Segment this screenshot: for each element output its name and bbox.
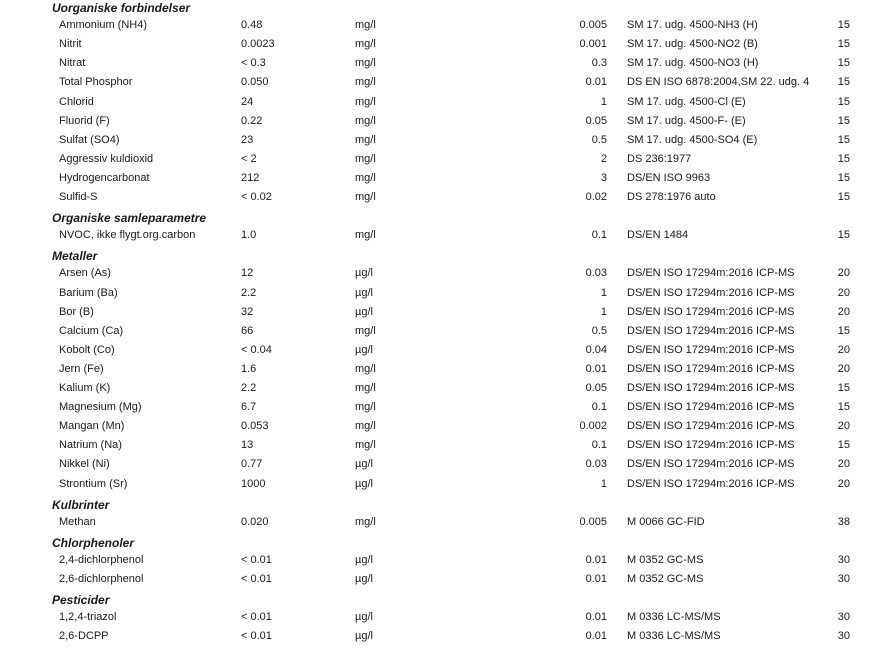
detection-limit: 0.01	[585, 611, 607, 623]
detection-limit: 2	[600, 153, 607, 165]
result-value: 1.6	[241, 363, 257, 375]
lab-code: 20	[837, 344, 850, 356]
parameter-name: 1,2,4-triazol	[59, 611, 117, 623]
table-row	[0, 18, 894, 32]
result-value: < 0.01	[241, 573, 272, 585]
detection-limit: 0.1	[591, 401, 607, 413]
result-value: < 0.01	[241, 554, 272, 566]
lab-code: 15	[837, 325, 850, 337]
table-row	[0, 419, 894, 433]
method-name: DS/EN ISO 17294m:2016 ICP-MS	[627, 478, 795, 490]
result-value: 23	[241, 134, 254, 146]
unit-label: µg/l	[355, 306, 373, 318]
method-name: DS/EN ISO 17294m:2016 ICP-MS	[627, 401, 795, 413]
result-value: 0.48	[241, 19, 263, 31]
table-row	[0, 75, 894, 89]
table-row	[0, 381, 894, 395]
detection-limit: 0.1	[591, 229, 607, 241]
parameter-name: Jern (Fe)	[59, 363, 104, 375]
lab-code: 15	[837, 382, 850, 394]
method-name: DS/EN ISO 17294m:2016 ICP-MS	[627, 363, 795, 375]
table-row	[0, 610, 894, 624]
lab-code: 20	[837, 420, 850, 432]
detection-limit: 0.01	[585, 363, 607, 375]
table-row	[0, 438, 894, 452]
parameter-name: Sulfid-S	[59, 191, 98, 203]
parameter-name: Sulfat (SO4)	[59, 134, 120, 146]
section-title: Kulbrinter	[52, 498, 110, 512]
unit-label: mg/l	[355, 401, 376, 413]
result-value: 2.2	[241, 382, 257, 394]
unit-label: mg/l	[355, 516, 376, 528]
parameter-name: Mangan (Mn)	[59, 420, 125, 432]
detection-limit: 1	[600, 306, 607, 318]
method-name: DS/EN ISO 17294m:2016 ICP-MS	[627, 325, 795, 337]
method-name: SM 17. udg. 4500-NH3 (H)	[627, 19, 758, 31]
unit-label: µg/l	[355, 554, 373, 566]
result-value: < 2	[241, 153, 257, 165]
parameter-name: Fluorid (F)	[59, 115, 110, 127]
result-value: 0.053	[241, 420, 269, 432]
result-value: < 0.01	[241, 630, 272, 642]
unit-label: mg/l	[355, 420, 376, 432]
unit-label: mg/l	[355, 439, 376, 451]
table-row	[0, 133, 894, 147]
method-name: M 0066 GC-FID	[627, 516, 705, 528]
method-name: M 0336 LC-MS/MS	[627, 611, 721, 623]
parameter-name: NVOC, ikke flygt.org.carbon	[59, 229, 196, 241]
table-row	[0, 266, 894, 280]
unit-label: µg/l	[355, 287, 373, 299]
method-name: DS/EN ISO 17294m:2016 ICP-MS	[627, 420, 795, 432]
unit-label: mg/l	[355, 115, 376, 127]
detection-limit: 0.5	[591, 134, 607, 146]
method-name: DS 278:1976 auto	[627, 191, 716, 203]
method-name: M 0352 GC-MS	[627, 573, 704, 585]
lab-code: 38	[837, 516, 850, 528]
unit-label: µg/l	[355, 458, 373, 470]
table-row	[0, 477, 894, 491]
lab-code: 20	[837, 458, 850, 470]
detection-limit: 0.01	[585, 630, 607, 642]
detection-limit: 0.005	[579, 19, 607, 31]
parameter-name: 2,6-DCPP	[59, 630, 109, 642]
result-value: < 0.3	[241, 57, 266, 69]
lab-code: 15	[837, 38, 850, 50]
method-name: SM 17. udg. 4500-SO4 (E)	[627, 134, 758, 146]
table-row	[0, 553, 894, 567]
table-row	[0, 362, 894, 376]
detection-limit: 0.02	[585, 191, 607, 203]
unit-label: mg/l	[355, 19, 376, 31]
parameter-name: Kalium (K)	[59, 382, 111, 394]
table-row	[0, 190, 894, 204]
method-name: DS/EN ISO 17294m:2016 ICP-MS	[627, 382, 795, 394]
detection-limit: 0.05	[585, 382, 607, 394]
result-value: 32	[241, 306, 254, 318]
parameter-name: Barium (Ba)	[59, 287, 118, 299]
method-name: DS EN ISO 6878:2004,SM 22. udg. 4	[627, 76, 810, 88]
detection-limit: 0.03	[585, 267, 607, 279]
method-name: DS/EN 1484	[627, 229, 689, 241]
unit-label: µg/l	[355, 573, 373, 585]
detection-limit: 0.01	[585, 573, 607, 585]
parameter-name: Strontium (Sr)	[59, 478, 128, 490]
method-name: DS/EN ISO 17294m:2016 ICP-MS	[627, 287, 795, 299]
parameter-name: Aggressiv kuldioxid	[59, 153, 154, 165]
unit-label: mg/l	[355, 96, 376, 108]
table-row	[0, 95, 894, 109]
lab-code: 15	[837, 191, 850, 203]
section-title: Pesticider	[52, 593, 110, 607]
parameter-name: Natrium (Na)	[59, 439, 122, 451]
lab-code: 20	[837, 363, 850, 375]
detection-limit: 0.1	[591, 439, 607, 451]
method-name: DS/EN ISO 17294m:2016 ICP-MS	[627, 458, 795, 470]
result-value: 0.020	[241, 516, 269, 528]
lab-code: 15	[837, 134, 850, 146]
unit-label: mg/l	[355, 38, 376, 50]
unit-label: mg/l	[355, 325, 376, 337]
method-name: DS/EN ISO 17294m:2016 ICP-MS	[627, 306, 795, 318]
method-name: SM 17. udg. 4500-Cl (E)	[627, 96, 746, 108]
parameter-name: Ammonium (NH4)	[59, 19, 148, 31]
unit-label: mg/l	[355, 76, 376, 88]
lab-code: 15	[837, 153, 850, 165]
lab-code: 20	[837, 287, 850, 299]
detection-limit: 0.01	[585, 554, 607, 566]
detection-limit: 3	[600, 172, 607, 184]
method-name: DS/EN ISO 9963	[627, 172, 711, 184]
result-value: < 0.04	[241, 344, 272, 356]
lab-code: 30	[837, 611, 850, 623]
unit-label: µg/l	[355, 630, 373, 642]
table-row	[0, 56, 894, 70]
result-value: 0.0023	[241, 38, 275, 50]
lab-code: 30	[837, 554, 850, 566]
parameter-name: 2,4-dichlorphenol	[59, 554, 144, 566]
unit-label: mg/l	[355, 191, 376, 203]
detection-limit: 1	[600, 478, 607, 490]
result-value: 212	[241, 172, 260, 184]
unit-label: µg/l	[355, 267, 373, 279]
parameter-name: Nitrit	[59, 38, 82, 50]
unit-label: mg/l	[355, 382, 376, 394]
parameter-name: Arsen (As)	[59, 267, 111, 279]
method-name: DS/EN ISO 17294m:2016 ICP-MS	[627, 267, 795, 279]
method-name: DS/EN ISO 17294m:2016 ICP-MS	[627, 344, 795, 356]
table-row	[0, 457, 894, 471]
parameter-name: Nikkel (Ni)	[59, 458, 110, 470]
unit-label: mg/l	[355, 57, 376, 69]
table-row	[0, 343, 894, 357]
lab-code: 15	[837, 76, 850, 88]
unit-label: mg/l	[355, 172, 376, 184]
table-row	[0, 324, 894, 338]
section-title: Chlorphenoler	[52, 536, 135, 550]
result-value: < 0.01	[241, 611, 272, 623]
parameter-name: Calcium (Ca)	[59, 325, 124, 337]
lab-code: 30	[837, 630, 850, 642]
method-name: DS 236:1977	[627, 153, 692, 165]
detection-limit: 0.01	[585, 76, 607, 88]
detection-limit: 0.002	[579, 420, 607, 432]
table-row	[0, 305, 894, 319]
detection-limit: 0.3	[591, 57, 607, 69]
detection-limit: 0.03	[585, 458, 607, 470]
lab-code: 15	[837, 115, 850, 127]
method-name: SM 17. udg. 4500-NO2 (B)	[627, 38, 758, 50]
method-name: SM 17. udg. 4500-NO3 (H)	[627, 57, 759, 69]
parameter-name: Magnesium (Mg)	[59, 401, 142, 413]
result-value: 1.0	[241, 229, 257, 241]
lab-code: 15	[837, 439, 850, 451]
section-title: Organiske samleparametre	[52, 211, 207, 225]
section-title: Uorganiske forbindelser	[52, 1, 191, 15]
detection-limit: 0.5	[591, 325, 607, 337]
method-name: M 0336 LC-MS/MS	[627, 630, 721, 642]
lab-code: 20	[837, 267, 850, 279]
table-row	[0, 286, 894, 300]
table-row	[0, 152, 894, 166]
parameter-name: 2,6-dichlorphenol	[59, 573, 144, 585]
table-row	[0, 37, 894, 51]
method-name: DS/EN ISO 17294m:2016 ICP-MS	[627, 439, 795, 451]
table-row	[0, 515, 894, 529]
detection-limit: 0.001	[579, 38, 607, 50]
unit-label: mg/l	[355, 134, 376, 146]
table-row	[0, 228, 894, 242]
parameter-name: Methan	[59, 516, 96, 528]
table-row	[0, 114, 894, 128]
parameter-name: Kobolt (Co)	[59, 344, 115, 356]
parameter-name: Nitrat	[59, 57, 86, 69]
lab-code: 15	[837, 96, 850, 108]
method-name: SM 17. udg. 4500-F- (E)	[627, 115, 746, 127]
table-row	[0, 400, 894, 414]
detection-limit: 0.04	[585, 344, 607, 356]
unit-label: mg/l	[355, 229, 376, 241]
result-value: 0.050	[241, 76, 269, 88]
result-value: 0.77	[241, 458, 263, 470]
unit-label: µg/l	[355, 478, 373, 490]
unit-label: mg/l	[355, 363, 376, 375]
unit-label: µg/l	[355, 344, 373, 356]
detection-limit: 0.05	[585, 115, 607, 127]
result-value: < 0.02	[241, 191, 272, 203]
parameter-name: Bor (B)	[59, 306, 94, 318]
result-value: 13	[241, 439, 254, 451]
table-row	[0, 171, 894, 185]
method-name: M 0352 GC-MS	[627, 554, 704, 566]
lab-code: 15	[837, 172, 850, 184]
section-title: Metaller	[52, 249, 98, 263]
result-value: 0.22	[241, 115, 263, 127]
detection-limit: 1	[600, 287, 607, 299]
lab-code: 15	[837, 19, 850, 31]
lab-code: 20	[837, 306, 850, 318]
result-value: 12	[241, 267, 254, 279]
lab-code: 15	[837, 57, 850, 69]
result-value: 6.7	[241, 401, 257, 413]
parameter-name: Total Phosphor	[59, 76, 133, 88]
table-row	[0, 629, 894, 643]
table-row	[0, 572, 894, 586]
lab-code: 15	[837, 229, 850, 241]
result-value: 66	[241, 325, 254, 337]
lab-code: 20	[837, 478, 850, 490]
detection-limit: 1	[600, 96, 607, 108]
parameter-name: Hydrogencarbonat	[59, 172, 150, 184]
result-value: 24	[241, 96, 254, 108]
parameter-name: Chlorid	[59, 96, 94, 108]
result-value: 1000	[241, 478, 266, 490]
unit-label: µg/l	[355, 611, 373, 623]
lab-code: 30	[837, 573, 850, 585]
detection-limit: 0.005	[579, 516, 607, 528]
lab-code: 15	[837, 401, 850, 413]
unit-label: mg/l	[355, 153, 376, 165]
result-value: 2.2	[241, 287, 257, 299]
